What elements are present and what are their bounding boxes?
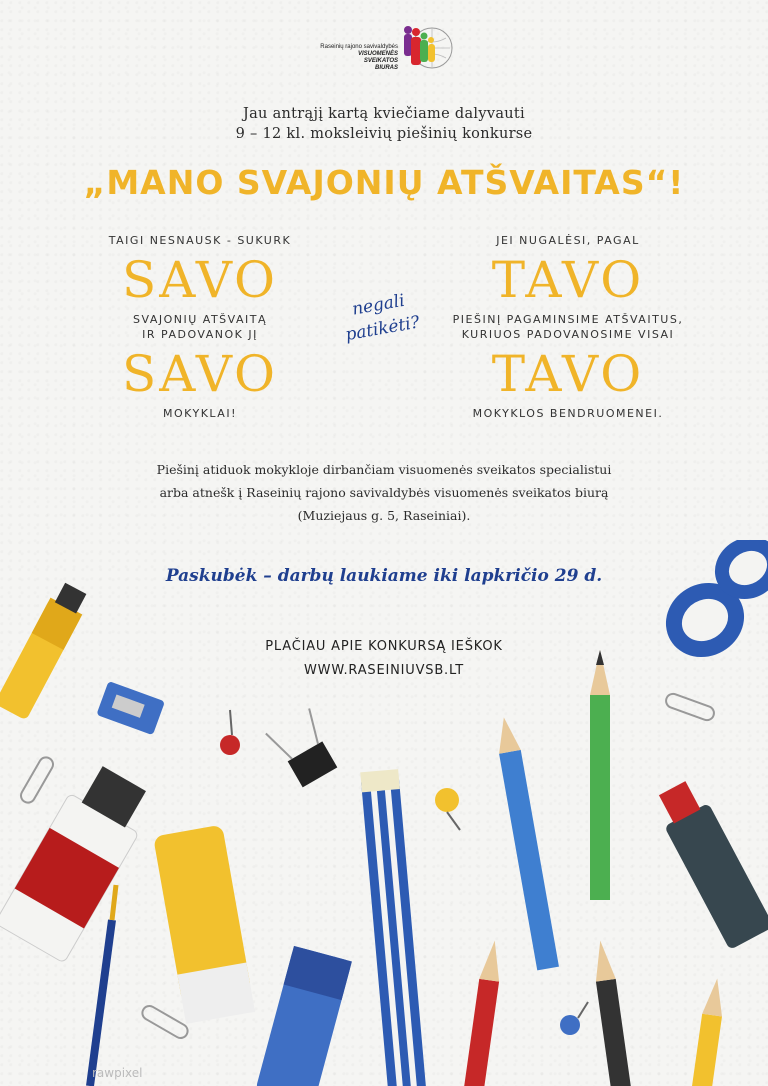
paragraph-line-2: arba atnešk į Raseinių rajono savivaldybės visuomenės sveikatos biurą [159,485,609,500]
intro-line-1: Jau antrąjį kartą kviečiame dalyvauti [242,106,525,122]
black-pencil-icon [590,939,632,1086]
paintbrush-icon [90,885,116,1086]
dark-marker-icon [650,776,768,950]
right-mid-text-2: KURIUOS PADOVANOSIME VISAI [461,328,675,341]
logo-figures-icon [398,20,453,80]
left-bottom-text: MOKYKLAI! [163,407,237,420]
right-top-text: JEI NUGALĖSI, PAGAL [496,234,640,247]
glue-stick-icon [153,825,255,1024]
more-info-label: PLAČIAU APIE KONKURSĄ IEŠKOK [265,639,503,654]
left-big-word-1: SAVO [121,251,279,309]
striped-pencil-icon [360,769,426,1086]
center-line-1: negali [350,290,407,320]
organization-logo [318,20,453,80]
paperclip-icon [140,1003,190,1040]
instructions-paragraph [90,458,678,527]
intro-line-2: 9 – 12 kl. moksleivių piešinių konkurse [235,126,533,142]
intro-text [0,104,768,144]
green-pencil-icon [590,650,610,900]
contest-title: „MANO SVAJONIŲ ATŠVAITAS“! [83,163,685,202]
sharpener-icon [96,681,165,735]
yellow-pencil-icon [688,977,727,1086]
deadline-text: Paskubėk – darbų laukiame iki lapkričio 29 d. [165,566,603,586]
paragraph-line-1: Piešinį atiduok mokykloje dirbančiam visuomenės sveikatos specialistui [156,462,612,477]
logo-line-4: BIURAS [374,65,398,71]
left-mid-text-1: SVAJONIŲ ATŠVAITĄ [133,313,267,326]
paperclip-icon [664,692,716,722]
logo-line-3: SVEIKATOS [363,58,398,64]
logo-line-2: VISUOMENĖS [357,51,398,57]
logo-line-1: Raseinių rajono savivaldybės [320,44,398,50]
left-top-text: TAIGI NESNAUSK - SUKURK [108,234,292,247]
right-big-word-1: TAVO [491,251,645,309]
right-bottom-text: MOKYKLOS BENDRUOMENEI. [472,407,664,420]
binder-clip-icon [266,709,342,790]
left-column [85,233,315,421]
watermark: rawpixel [92,1066,143,1080]
pushpin-icon [220,710,240,755]
scissors-icon [652,540,768,671]
logo-text [318,44,398,72]
pushpin-icon [435,788,460,830]
left-mid-text-2: IR PADOVANOK JĮ [142,328,258,341]
marker-icon [0,580,92,721]
right-mid-text-1: PIEŠINĮ PAGAMINSIME ATŠVAITUS, [452,313,684,326]
right-column [428,233,708,421]
website-link[interactable]: WWW.RASEINIUVSB.LT [304,663,464,678]
left-big-word-2: SAVO [121,345,279,403]
center-line-2: patikėti? [343,312,422,346]
pushpin-icon [560,1002,588,1035]
blue-pencil-icon [493,715,559,970]
red-pencil-icon [463,939,505,1086]
paperclip-icon [18,755,55,805]
blue-marker-icon [255,946,352,1086]
right-big-word-2: TAVO [491,345,645,403]
stationery-illustration [0,540,768,1086]
paragraph-line-3: (Muziejaus g. 5, Raseiniai). [297,508,471,523]
